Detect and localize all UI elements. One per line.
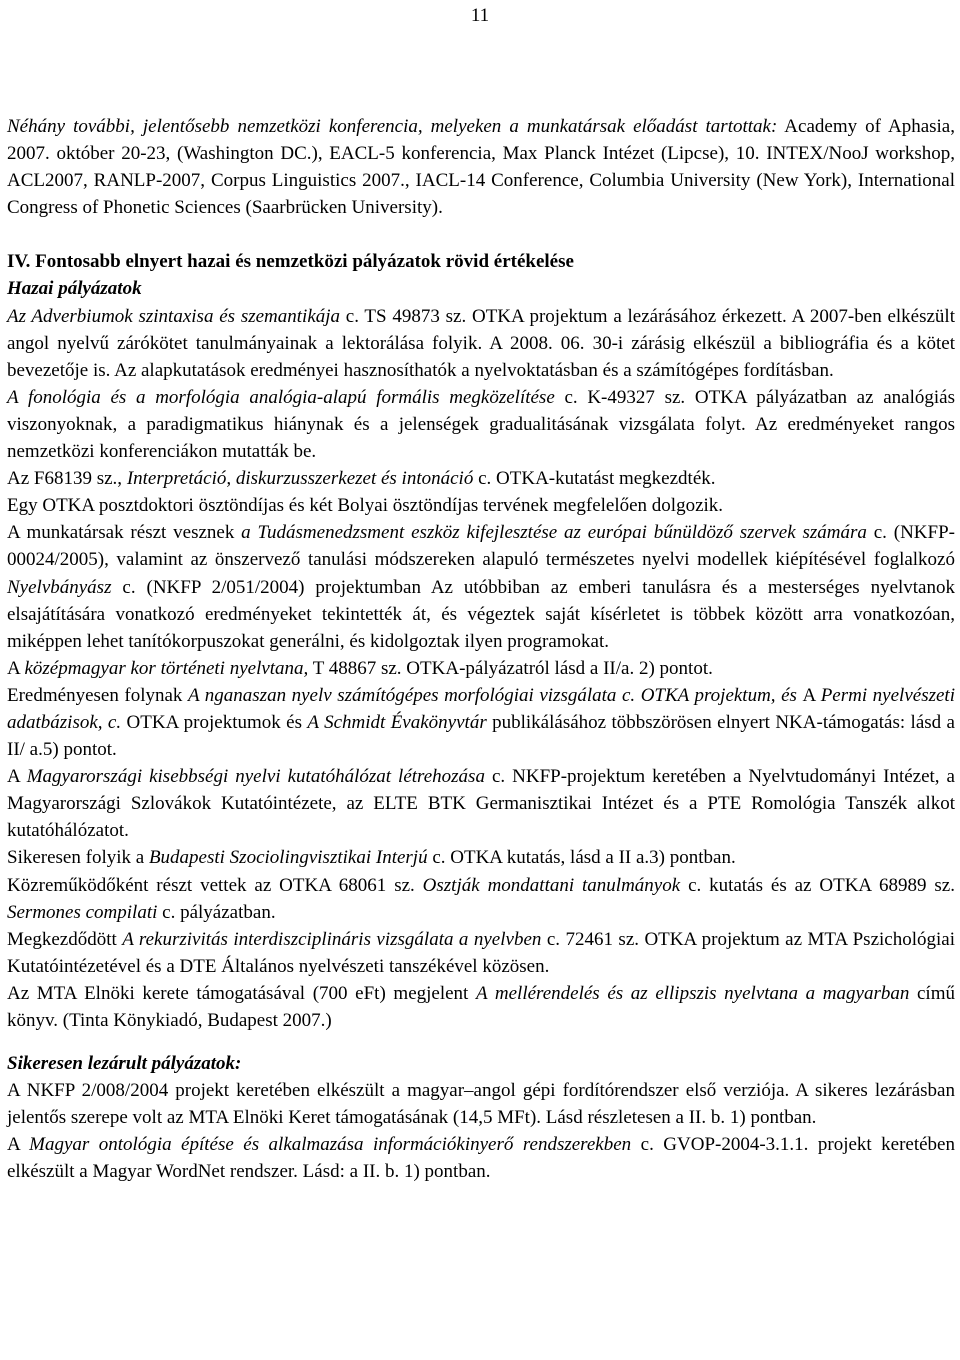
paragraph-adverbium: Az Adverbiumok szintaxisa és szemantikája c. TS 49873 sz. OTKA projektum a lezárásához érkezett. A 2007-ben elkészült angol nyelvű zárókötet tanulmányainak a lektorálása folyik. A 2008. 06. 30-i zárásig elkészül a bibliográfia és a kötet bevezetője is. Az alapkutatások eredményei hasznosíthatók a nyelvoktatásban és a számítógépes fordításban.	[7, 305, 955, 381]
section-subheading: Hazai pályázatok	[7, 278, 142, 300]
page-content	[7, 113, 955, 1186]
project-title: Magyar ontológia építése és alkalmazása információkinyerő rendszerekben	[29, 1134, 632, 1156]
paragraph-kozremukodes: Közreműködőként részt vettek az OTKA 68061 sz. Osztják mondattani tanulmányok c. kutatás és az OTKA 68989 sz. Sermones compilati c. pályázatban.	[7, 874, 955, 923]
paragraph-kozepmagyar: A középmagyar kor történeti nyelvtana, T 48867 sz. OTKA-pályázatról lásd a II/a. 2) pontot.	[7, 657, 713, 679]
paragraph-ontologia: A Magyar ontológia építése és alkalmazása információkinyerő rendszerekben c. GVOP-2004-3.1.1. projekt keretében elkészült a Magyar WordNet rendszer. Lásd: a II. b. 1) pontban.	[7, 1134, 955, 1183]
paragraph-gepi-forditas: A NKFP 2/008/2004 projekt keretében elkészült a magyar–angol gépi fordítórendszer első verziója. A sikeres lezárásban jelentős szerepe volt az MTA Elnöki Keret támogatásának (14,5 MFt). Lásd részletesen a II. b. 1) pontban.	[7, 1080, 955, 1129]
project-title: Osztják mondattani tanulmányok	[422, 874, 681, 896]
paragraph-tudasmenedzsment: A munkatársak részt vesznek a Tudásmenedzsment eszköz kifejlesztése az európai bűnüldöző szervek számára c. (NKFP-00024/2005), valamint az önszervező tanulási módszereken alapuló természetes nyelvi modellek kiépítésével foglalkozó Nyelvbányász c. (NKFP 2/051/2004) projektumban Az utóbbiban az emberi tanulásra és a mesterséges nyelvtanok elsajátítására vonatkozó eredményeket tekintették át, és végeztek saját kísérletet is többek között arra vonatkozóan, miképpen lehet tanítókorpuszokat generálni, és kidolgoztak ilyen programokat.	[7, 522, 955, 652]
paragraph-rekurzivitas: Megkezdődött A rekurzivitás interdiszciplináris vizsgálata a nyelvben c. 72461 sz. OTKA projektum az MTA Pszichológiai Kutatóintézetével és a DTE Általános nyelvészeti tanszékével közösen.	[7, 928, 955, 977]
page-number: 11	[470, 5, 490, 26]
project-title: A Schmidt Évakönyvtár	[307, 711, 487, 733]
paragraph-fonologia: A fonológia és a morfológia analógia-alapú formális megközelítése c. K-49327 sz. OTKA pályázatban az analógiás viszonyoknak, a paradigmatikus hiánynak és a jelenségek gradualitásának vizsgálata folyt. Az eredményeket rangos nemzetközi konferenciákon mutatták be.	[7, 386, 955, 463]
section-heading: IV. Fontosabb elnyert hazai és nemzetközi pályázatok rövid értékelése	[7, 251, 574, 273]
paragraph-konyv: Az MTA Elnöki kerete támogatásával (700 eFt) megjelent A mellérendelés és az ellipszis nyelvtana a magyarban című könyv. (Tinta Könykiadó, Budapest 2007.)	[7, 982, 955, 1031]
project-title: Permi nyelvészeti adatbázisok, c.	[7, 684, 955, 733]
conferences-paragraph	[7, 113, 955, 221]
project-title: Nyelvbányász	[7, 576, 112, 598]
conferences-list: Academy of Aphasia, 2007. október 20-23, (Washington DC.), EACL-5 konferencia, Max Planck Intézet (Lipcse), 10. INTEX/NooJ workshop, ACL2007, RANLP-2007, Corpus Linguistics 2007., IACL-14 Conference, Columbia University (New York), International Congress of Phonetic Sciences (Saarbrücken University).	[7, 116, 955, 219]
book-title: A mellérendelés és az ellipszis nyelvtana a magyarban	[475, 982, 910, 1004]
project-title: A fonológia és a morfológia analógia-alapú formális megközelítése	[7, 386, 555, 408]
project-title: A nganaszan nyelv számítógépes morfológiai vizsgálata c. OTKA projektum, és	[187, 684, 803, 706]
project-title: A rekurzivitás interdiszciplináris vizsgálata a nyelvben	[122, 928, 542, 950]
project-title: Magyarországi kisebbségi nyelvi kutatóhálózat létrehozása	[26, 766, 485, 788]
project-title: Sermones compilati	[7, 901, 158, 923]
conferences-intro: Néhány további, jelentősebb nemzetközi konferencia, melyeken a munkatársak előadást tartottak:	[7, 116, 778, 137]
project-title: középmagyar kor történeti nyelvtana,	[24, 657, 309, 679]
paragraph-nganaszan: Eredményesen folynak A nganaszan nyelv számítógépes morfológiai vizsgálata c. OTKA projektum, és A Permi nyelvészeti adatbázisok, c. OTKA projektumok és A Schmidt Évakönyvtár publikálásához többszörösen elnyert NKA-támogatás: lásd a II/ a.5) pontot.	[7, 684, 955, 761]
completed-heading: Sikeresen lezárult pályázatok:	[7, 1053, 242, 1075]
project-title: Interpretáció, diskurzusszerkezet és intonáció	[126, 468, 474, 490]
paragraph-osztondij: Egy OTKA posztdoktori ösztöndíjas és két Bolyai ösztöndíjas tervének megfelelően dolgozik.	[7, 495, 724, 517]
paragraph-szociolingvisztika: Sikeresen folyik a Budapesti Szociolingvisztikai Interjú c. OTKA kutatás, lásd a II a.3) pontban.	[7, 847, 736, 869]
project-title: Az Adverbiumok szintaxisa és szemantikája	[7, 305, 341, 327]
project-title: a Tudásmenedzsment eszköz kifejlesztése az európai bűnüldöző szervek számára	[241, 522, 867, 544]
project-title: Budapesti Szociolingvisztikai Interjú	[148, 847, 428, 869]
spacer	[7, 1034, 955, 1050]
paragraph-interpretacio: Az F68139 sz., Interpretáció, diskurzusszerkezet és intonáció c. OTKA-kutatást megkezdték.	[7, 468, 716, 490]
paragraph-kisebbsegi: A Magyarországi kisebbségi nyelvi kutatóhálózat létrehozása c. NKFP-projektum keretében a Nyelvtudományi Intézet, a Magyarországi Szlovákok Kutatóintézete, az ELTE BTK Germanisztikai Intézet és a PTE Romológia Tanszék alkot kutatóhálózatot.	[7, 766, 955, 842]
spacer	[7, 221, 955, 248]
